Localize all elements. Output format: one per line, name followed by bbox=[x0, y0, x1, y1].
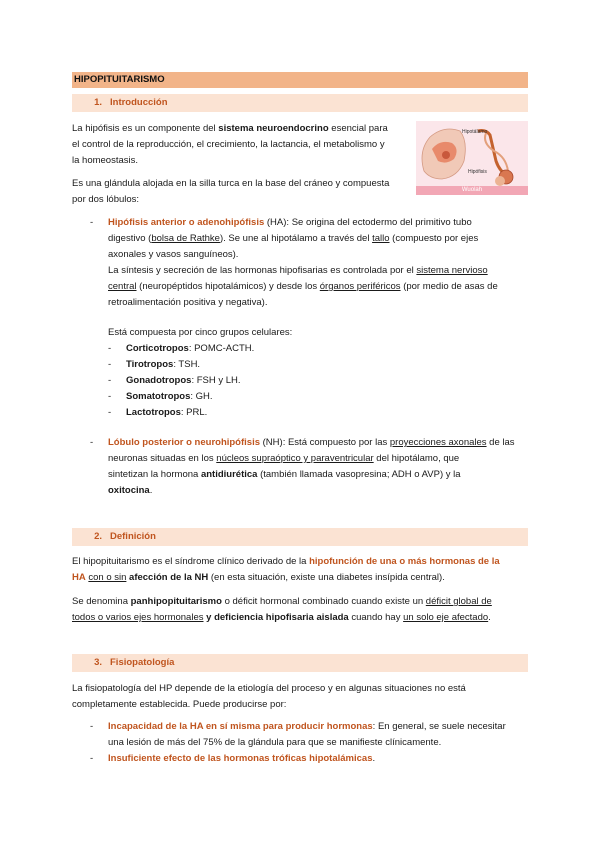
intro-paragraph-line: Es una glándula alojada en la silla turca en la base del cráneo y compuesta bbox=[72, 178, 390, 189]
cell-group-item: Lactotropos: PRL. bbox=[126, 407, 208, 418]
definition-line: HA con o sin afección de la NH (en esta situación, existe una diabetes insípida central). bbox=[72, 572, 445, 583]
section-heading-fisiopatologia bbox=[72, 654, 528, 672]
intro-paragraph-line: por dos lóbulos: bbox=[72, 194, 140, 205]
ha-line: digestivo (bolsa de Rathke). Se une al hipotálamo a través del tallo (compuesto por ejes bbox=[108, 233, 479, 244]
section-title: Fisiopatología bbox=[110, 657, 175, 668]
ha-line: Hipófisis anterior o adenohipófisis (HA): Se origina del ectodermo del primitivo tubo bbox=[108, 217, 472, 228]
definition-line: todos o varios ejes hormonales y deficiencia hipofisaria aislada cuando hay un solo eje afectado. bbox=[72, 612, 491, 623]
cell-group-item: Tirotropos: TSH. bbox=[126, 359, 201, 370]
figure-label: Hipófisis bbox=[468, 169, 487, 175]
section-number: 2. bbox=[94, 531, 102, 542]
nh-line: neuronas situadas en los núcleos supraóptico y paraventricular del hipotálamo, que bbox=[108, 453, 460, 464]
section-heading-definicion bbox=[72, 528, 528, 546]
nh-line: Lóbulo posterior o neurohipófisis (NH): Está compuesto por las proyecciones axonales de las bbox=[108, 437, 515, 448]
cell-group-item: Corticotropos: POMC-ACTH. bbox=[126, 343, 255, 354]
fisio-bullet-line: Insuficiente efecto de las hormonas tróficas hipotalámicas. bbox=[108, 753, 376, 764]
definition-line: El hipopituitarismo es el síndrome clínico derivado de la hipofunción de una o más hormonas de la bbox=[72, 556, 500, 567]
intro-paragraph-line: el control de la reproducción, el crecimiento, la lactancia, el metabolismo y bbox=[72, 139, 385, 150]
fisio-bullet-line: una lesión de más del 75% de la glándula para que se manifieste clínicamente. bbox=[108, 737, 442, 748]
figure-caption: Wuolah bbox=[416, 186, 528, 195]
list-bullet: - bbox=[108, 359, 112, 370]
section-heading-introduccion bbox=[72, 94, 528, 112]
section-number: 1. bbox=[94, 97, 102, 108]
document-title: HIPOPITUITARISMO bbox=[72, 72, 528, 88]
ha-line: central (neuropéptidos hipotalámicos) y desde los órganos periféricos (por medio de asas de bbox=[108, 281, 498, 292]
section-title: Introducción bbox=[110, 97, 168, 108]
intro-paragraph-line: La hipófisis es un componente del sistema neuroendocrino esencial para bbox=[72, 123, 388, 134]
figure-label: Hipotálamo bbox=[462, 129, 488, 135]
list-bullet: - bbox=[90, 217, 94, 228]
cell-group-item: Gonadotropos: FSH y LH. bbox=[126, 375, 241, 386]
ha-line: Está compuesta por cinco grupos celulares: bbox=[108, 327, 293, 338]
list-bullet: - bbox=[108, 391, 112, 402]
pituitary-illustration bbox=[416, 121, 528, 195]
nh-line: oxitocina. bbox=[108, 485, 153, 496]
ha-line: retroalimentación positiva y negativa). bbox=[108, 297, 268, 308]
section-title: Definición bbox=[110, 531, 156, 542]
fisio-line: La fisiopatología del HP depende de la etiología del proceso y en algunas situaciones no está bbox=[72, 683, 466, 694]
cell-group-item: Somatotropos: GH. bbox=[126, 391, 213, 402]
list-bullet: - bbox=[90, 437, 94, 448]
list-bullet: - bbox=[90, 753, 94, 764]
ha-line: La síntesis y secreción de las hormonas hipofisarias es controlada por el sistema nervioso bbox=[108, 265, 488, 276]
nh-line: sintetizan la hormona antidiurética (también llamada vasopresina; ADH o AVP) y la bbox=[108, 469, 461, 480]
fisio-bullet-line: Incapacidad de la HA en sí misma para producir hormonas: En general, se suele necesitar bbox=[108, 721, 506, 732]
intro-paragraph-line: la homeostasis. bbox=[72, 155, 139, 166]
list-bullet: - bbox=[108, 375, 112, 386]
fisio-line: completamente establecida. Puede producirse por: bbox=[72, 699, 287, 710]
list-bullet: - bbox=[108, 343, 112, 354]
ha-line: axonales y vasos sanguíneos). bbox=[108, 249, 239, 260]
section-number: 3. bbox=[94, 657, 102, 668]
definition-line: Se denomina panhipopituitarismo o déficit hormonal combinado cuando existe un déficit global de bbox=[72, 596, 492, 607]
list-bullet: - bbox=[90, 721, 94, 732]
list-bullet: - bbox=[108, 407, 112, 418]
